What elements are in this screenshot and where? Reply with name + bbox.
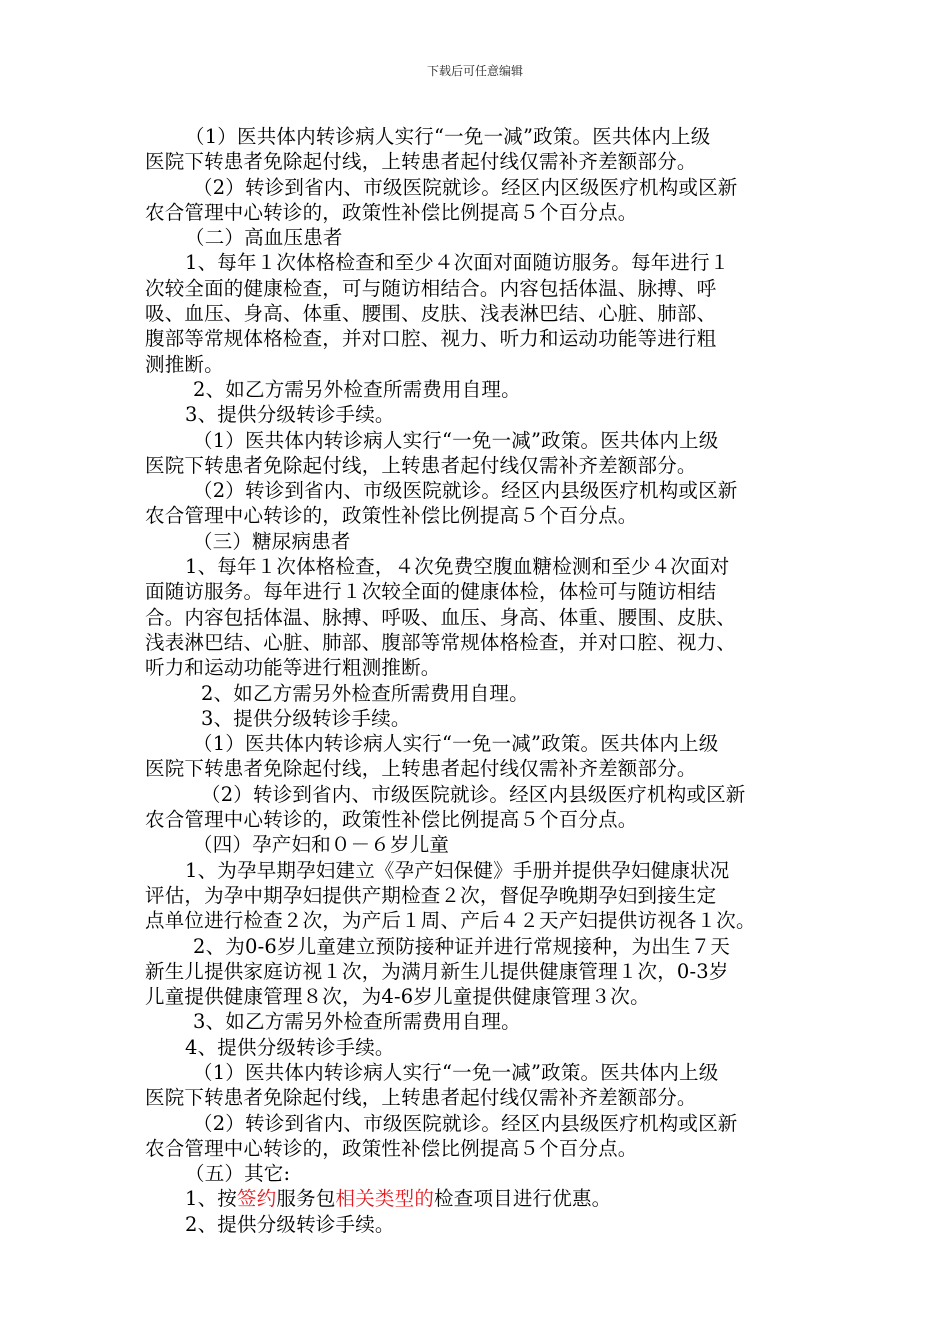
paragraph-line: 4、提供分级转诊手续。 bbox=[185, 1035, 395, 1059]
section-heading: （四）孕产妇和０－６岁儿童 bbox=[193, 833, 450, 857]
highlighted-text: 签约 bbox=[237, 1187, 277, 1211]
paragraph-line: 面随访服务。每年进行１次较全面的健康体检，体检可与随访相结 bbox=[145, 580, 717, 604]
paragraph-line: 次较全面的健康检查，可与随访相结合。内容包括体温、脉搏、呼 bbox=[145, 276, 717, 300]
paragraph-line: 吸、血压、身高、体重、腰围、皮肤、浅表淋巴结、心脏、肺部、 bbox=[145, 302, 717, 326]
paragraph-line: 测推断。 bbox=[145, 352, 224, 376]
paragraph-line: 1、每年１次体格检查和至少４次面对面随访服务。每年进行１ bbox=[185, 251, 730, 275]
paragraph-line: 1、每年１次体格检查，４次免费空腹血糖检测和至少４次面对 bbox=[185, 555, 730, 579]
highlighted-text: 相关类型的 bbox=[335, 1187, 435, 1211]
section-heading: （五）其它: bbox=[185, 1162, 291, 1186]
section-heading: （三）糖尿病患者 bbox=[193, 529, 351, 553]
paragraph-line: 2、如乙方需另外检查所需费用自理。 bbox=[193, 377, 521, 401]
paragraph-line: 3、提供分级转诊手续。 bbox=[185, 403, 395, 427]
paragraph-line: （1）医共体内转诊病人实行“一免一减”政策。医共体内上级 bbox=[193, 732, 719, 756]
highlighted-line bbox=[145, 1186, 817, 1211]
paragraph-line: （2）转诊到省内、市级医院就诊。经区内县级医疗机构或区新 bbox=[193, 1111, 738, 1135]
document-body bbox=[145, 124, 817, 1237]
paragraph-line: （2）转诊到省内、市级医院就诊。经区内县级医疗机构或区新 bbox=[201, 782, 746, 806]
page-header: 下载后可任意编辑 bbox=[426, 64, 523, 78]
paragraph-line: （2）转诊到省内、市级医院就诊。经区内区级医疗机构或区新 bbox=[193, 175, 738, 199]
paragraph-line: 腹部等常规体格检查，并对口腔、视力、听力和运动功能等进行粗 bbox=[145, 327, 717, 351]
line-text: 检查项目进行优惠。 bbox=[434, 1187, 612, 1211]
paragraph-line: （1）医共体内转诊病人实行“一免一减”政策。医共体内上级 bbox=[193, 1060, 719, 1084]
paragraph-line: 新生儿提供家庭访视１次，为满月新生儿提供健康管理１次，0-3岁 bbox=[145, 959, 729, 983]
paragraph-line: 点单位进行检查２次，为产后１周、产后４２天产妇提供访视各１次。 bbox=[145, 909, 756, 933]
paragraph-line: 3、提供分级转诊手续。 bbox=[201, 706, 411, 730]
paragraph-line: 医院下转患者免除起付线，上转患者起付线仅需补齐差额部分。 bbox=[145, 453, 697, 477]
paragraph-line: 医院下转患者免除起付线，上转患者起付线仅需补齐差额部分。 bbox=[145, 757, 697, 781]
paragraph-line: （1）医共体内转诊病人实行“一免一减”政策。医共体内上级 bbox=[185, 125, 711, 148]
paragraph-line: 2、如乙方需另外检查所需费用自理。 bbox=[201, 681, 529, 705]
section-heading: （二）高血压患者 bbox=[185, 226, 343, 250]
paragraph-line: 医院下转患者免除起付线，上转患者起付线仅需补齐差额部分。 bbox=[145, 1086, 697, 1110]
paragraph-line: 儿童提供健康管理８次，为4-6岁儿童提供健康管理３次。 bbox=[145, 985, 650, 1009]
paragraph-line: 2、为0-6岁儿童建立预防接种证并进行常规接种，为出生７天 bbox=[193, 934, 731, 958]
paragraph-line: 1、为孕早期孕妇建立《孕产妇保健》手册并提供孕妇健康状况 bbox=[185, 858, 730, 882]
paragraph-line: 3、如乙方需另外检查所需费用自理。 bbox=[193, 1010, 521, 1034]
paragraph-line: 2、提供分级转诊手续。 bbox=[185, 1212, 395, 1236]
paragraph-line: 评估，为孕中期孕妇提供产期检查２次，督促孕晚期孕妇到接生定 bbox=[145, 883, 717, 907]
paragraph-line: 合。内容包括体温、脉搏、呼吸、血压、身高、体重、腰围、皮肤、 bbox=[145, 605, 737, 629]
paragraph-line: 浅表淋巴结、心脏、肺部、腹部等常规体格检查，并对口腔、视力、 bbox=[145, 630, 737, 654]
paragraph-line: （1）医共体内转诊病人实行“一免一减”政策。医共体内上级 bbox=[193, 428, 719, 452]
paragraph-line: （2）转诊到省内、市级医院就诊。经区内县级医疗机构或区新 bbox=[193, 479, 738, 503]
paragraph-line: 农合管理中心转诊的，政策性补偿比例提高５个百分点。 bbox=[145, 808, 638, 832]
paragraph-line: 医院下转患者免除起付线，上转患者起付线仅需补齐差额部分。 bbox=[145, 150, 697, 174]
paragraph-line: 农合管理中心转诊的，政策性补偿比例提高５个百分点。 bbox=[145, 504, 638, 528]
paragraph-line: 农合管理中心转诊的，政策性补偿比例提高５个百分点。 bbox=[145, 1136, 638, 1160]
paragraph-line: 农合管理中心转诊的，政策性补偿比例提高５个百分点。 bbox=[145, 200, 638, 224]
paragraph-line: 听力和运动功能等进行粗测推断。 bbox=[145, 656, 441, 680]
line-text: 服务包 bbox=[276, 1187, 336, 1211]
line-text: 1、按 bbox=[185, 1187, 238, 1211]
